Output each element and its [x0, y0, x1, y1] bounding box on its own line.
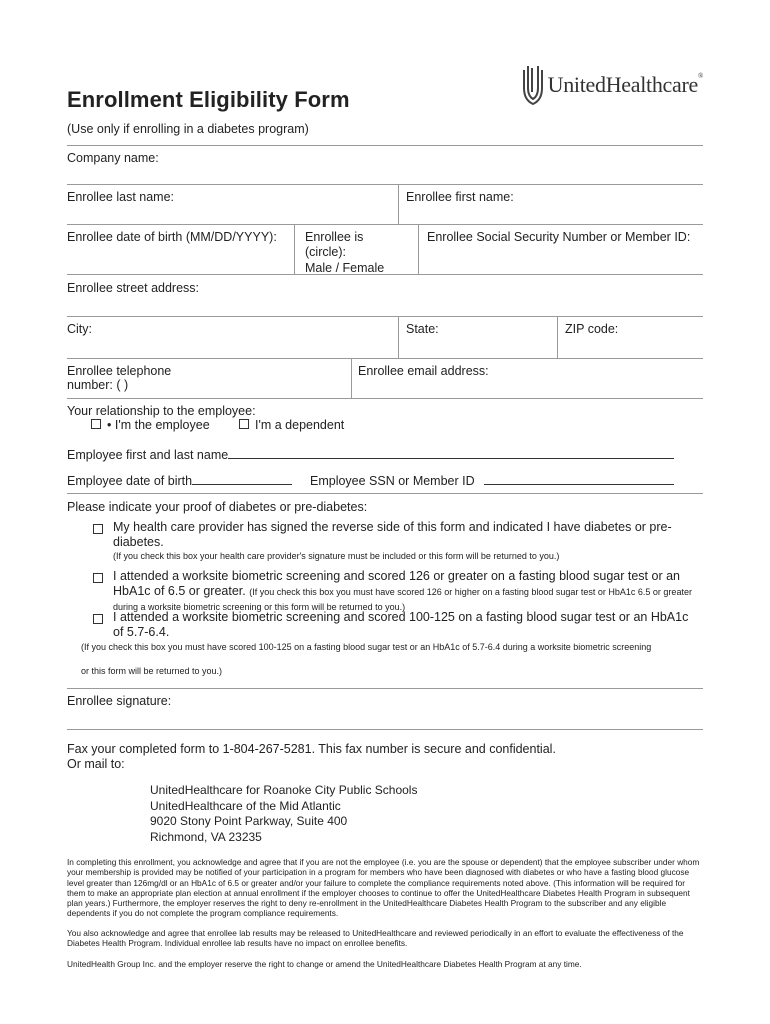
checkbox-icon[interactable]: [91, 419, 101, 429]
street-address-label: Enrollee street address:: [67, 281, 200, 295]
proof-option-3-checkbox[interactable]: [93, 614, 103, 624]
proof-question: Please indicate your proof of diabetes or pre-diabetes:: [67, 500, 368, 514]
mailing-address: [150, 783, 417, 845]
logo-mark-icon: [522, 64, 544, 106]
relationship-dependent-option[interactable]: [239, 417, 344, 433]
dob-sex-ssn-fields[interactable]: [67, 274, 703, 275]
proof-option-3-text: I attended a worksite biometric screening and scored 100-125 on a fasting blood sugar test or an HbA1c of 5.7-6.4.: [113, 610, 689, 639]
unitedhealthcare-logo: [522, 64, 703, 106]
logo-text: UnitedHealthcare: [547, 72, 698, 97]
address-line-3: 9020 Stony Point Parkway, Suite 400: [150, 814, 348, 828]
form-subtitle: (Use only if enrolling in a diabetes program): [67, 122, 309, 136]
proof-option-2-main: I attended a worksite biometric screening and scored 126 or greater on a fasting blood sugar test or an HbA1c of 6.5 or greater.: [113, 569, 680, 598]
proof-option-1-text: My health care provider has signed the reverse side of this form and indicated I have diabetes or pre-diabetes.: [113, 520, 672, 549]
rule: [67, 688, 703, 689]
fineprint-paragraph-1: In completing this enrollment, you acknowledge and agree that if you are not the employee (i.e. you are the spouse or dependent) that the employee subscriber under whom your membership is provided may be notified of your participation in a program for members who have been diagnosed with diabetes or who have a fasting blood glucose level greater than 126mg/dl or an HbA1c of 6.5 or greater and/or your failure to complete the compliance requirements noted above. (This information will be required for them to make an appropriate plan election at annual enrollment if the employer chooses to continue to offer the UnitedHealthcare Diabetes Health Program in subsequent plan years.) Furthermore, the employer reserves the right to deny re-enrollment in the UnitedHealthcare Diabetes Health Program to the subscriber and any eligible dependents if you do not complete the program compliance requirements.: [67, 857, 700, 919]
relationship-question: Your relationship to the employee:: [67, 404, 256, 418]
fax-instructions: Fax your completed form to 1-804-267-5281. This fax number is secure and confidential.: [67, 742, 556, 756]
sex-label-line1: Enrollee is: [305, 230, 364, 244]
sex-options[interactable]: Male / Female: [305, 261, 385, 275]
employee-name-row: [67, 447, 674, 463]
employee-name-label: Employee first and last name: [67, 448, 229, 462]
divider: [557, 316, 558, 358]
rule: [67, 493, 703, 494]
logo-wordmark: [548, 72, 703, 98]
employee-dob-row: [67, 473, 292, 489]
proof-option-2-text: [113, 569, 703, 614]
relationship-dependent-label: I'm a dependent: [255, 418, 345, 432]
employee-dob-label: Employee date of birth: [67, 474, 193, 488]
phone-email-fields[interactable]: [67, 398, 703, 399]
signature-label: Enrollee signature:: [67, 694, 172, 708]
company-name-field[interactable]: [67, 184, 703, 185]
phone-label-line2: number: ( ): [67, 378, 129, 392]
city-label: City:: [67, 322, 92, 336]
proof-option-2-checkbox[interactable]: [93, 573, 103, 583]
logo-registered-mark: ®: [697, 72, 703, 80]
form-title: Enrollment Eligibility Form: [67, 87, 350, 112]
dob-label: Enrollee date of birth (MM/DD/YYYY):: [67, 230, 277, 244]
employee-ssn-field[interactable]: [484, 473, 674, 485]
relationship-employee-label: • I'm the employee: [107, 418, 210, 432]
proof-option-2-note: (If you check this box you must have scored 126 or higher on a fasting blood sugar test or HbA1c 6.5 or greater during a worksite biometric screening or this form will be returned to you.): [113, 587, 692, 612]
zip-label: ZIP code:: [565, 322, 619, 336]
first-name-label: Enrollee first name:: [406, 190, 514, 204]
divider: [294, 224, 295, 274]
proof-option-3-note-2: or this form will be returned to you.): [81, 666, 223, 676]
rule: [67, 145, 703, 146]
street-address-field[interactable]: [67, 316, 703, 317]
proof-option-1-checkbox[interactable]: [93, 524, 103, 534]
phone-label-line1: Enrollee telephone: [67, 364, 172, 378]
employee-ssn-label: Employee SSN or Member ID: [310, 474, 475, 488]
employee-name-field[interactable]: [228, 447, 674, 459]
company-name-label: Company name:: [67, 151, 159, 165]
ssn-label: Enrollee Social Security Number or Member ID:: [427, 230, 691, 244]
fineprint-paragraph-3: UnitedHealth Group Inc. and the employer reserve the right to change or amend the UnitedHealthcare Diabetes Health Program at any time.: [67, 959, 582, 969]
divider: [398, 316, 399, 358]
proof-option-1-note: (If you check this box your health care provider's signature must be included or this form will be returned to you.): [113, 551, 560, 561]
form-page: [67, 0, 703, 1024]
city-state-zip-fields[interactable]: [67, 358, 703, 359]
last-name-label: Enrollee last name:: [67, 190, 175, 204]
divider: [398, 184, 399, 224]
relationship-employee-option[interactable]: [91, 417, 210, 433]
signature-field[interactable]: [67, 729, 703, 730]
state-label: State:: [406, 322, 439, 336]
fineprint-paragraph-2: You also acknowledge and agree that enrollee lab results may be released to UnitedHealthcare and reviewed periodically in an effort to evaluate the effectiveness of the Diabetes Health Program. Individual enrollee lab results have no impact on enrollee benefits.: [67, 928, 684, 949]
proof-option-3-note: (If you check this box you must have scored 100-125 on a fasting blood sugar test or an HbA1c of 5.7-6.4 during a worksite biometric screening: [81, 642, 652, 652]
checkbox-icon[interactable]: [239, 419, 249, 429]
address-line-2: UnitedHealthcare of the Mid Atlantic: [150, 798, 341, 813]
email-label: Enrollee email address:: [358, 364, 489, 378]
sex-label-line2: (circle):: [305, 245, 346, 259]
divider: [418, 224, 419, 274]
mail-instructions: Or mail to:: [67, 757, 125, 771]
name-fields[interactable]: [67, 224, 703, 225]
employee-dob-field[interactable]: [192, 473, 292, 485]
employee-ssn-row: [310, 473, 674, 489]
divider: [351, 358, 352, 398]
address-line-1: UnitedHealthcare for Roanoke City Public Schools: [150, 783, 418, 797]
address-line-4: Richmond, VA 23235: [150, 829, 262, 844]
